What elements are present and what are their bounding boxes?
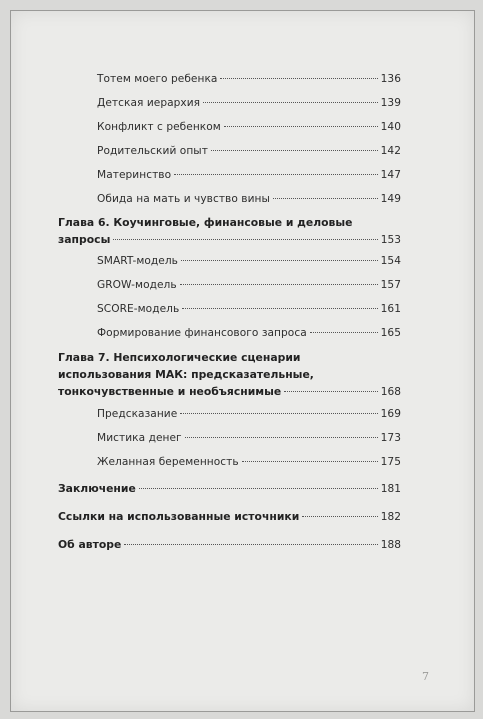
leader-dots bbox=[174, 174, 377, 175]
book-page bbox=[10, 10, 475, 712]
toc-entry-title: Желанная беременность bbox=[97, 456, 239, 468]
toc-entry bbox=[97, 456, 401, 468]
toc-page-number: 140 bbox=[380, 121, 401, 133]
toc-entry-title: GROW-модель bbox=[97, 279, 177, 291]
leader-dots bbox=[310, 332, 378, 333]
toc-page-number: 153 bbox=[380, 234, 401, 246]
chapter-title: Глава 6. Коучинговые, финансовые и деловые bbox=[58, 216, 353, 229]
leader-dots bbox=[139, 488, 378, 489]
leader-dots bbox=[182, 308, 377, 309]
toc-entry-title: Материнство bbox=[97, 169, 172, 181]
chapter-heading bbox=[58, 349, 401, 366]
toc-entry-title: SMART-модель bbox=[97, 255, 178, 267]
toc-page-number: 142 bbox=[380, 145, 401, 157]
toc-entry bbox=[97, 121, 401, 133]
leader-dots bbox=[284, 391, 378, 392]
toc-entry bbox=[97, 303, 401, 315]
toc-page-number: 139 bbox=[380, 97, 401, 109]
chapter-heading-cont bbox=[58, 231, 401, 248]
toc-page-number: 154 bbox=[380, 255, 401, 267]
toc-entry-title: Формирование финансового запроса bbox=[97, 327, 307, 339]
toc-entry-title: Предсказание bbox=[97, 408, 178, 420]
leader-dots bbox=[113, 239, 377, 240]
toc-entry-title: Мистика денег bbox=[97, 432, 182, 444]
toc-page-number: 182 bbox=[380, 511, 401, 523]
toc-page-number: 181 bbox=[380, 483, 401, 495]
toc-page-number: 147 bbox=[380, 169, 401, 181]
toc-page-number: 173 bbox=[380, 432, 401, 444]
toc-page-number: 161 bbox=[380, 303, 401, 315]
toc-section bbox=[58, 508, 401, 525]
toc-page-number: 169 bbox=[380, 408, 401, 420]
toc-page-number: 168 bbox=[380, 386, 401, 398]
toc-entry-title: Детская иерархия bbox=[97, 97, 201, 109]
toc-entry-title: Обида на мать и чувство вины bbox=[97, 193, 270, 205]
toc-entry-title: Родительский опыт bbox=[97, 145, 208, 157]
leader-dots bbox=[302, 516, 377, 517]
leader-dots bbox=[203, 102, 378, 103]
toc-entry bbox=[97, 255, 401, 267]
leader-dots bbox=[185, 437, 378, 438]
section-title: Ссылки на использованные источники bbox=[58, 510, 300, 523]
leader-dots bbox=[220, 78, 377, 79]
leader-dots bbox=[211, 150, 378, 151]
toc-entry bbox=[97, 145, 401, 157]
toc-entry bbox=[97, 73, 401, 85]
leader-dots bbox=[273, 198, 378, 199]
toc-entry bbox=[97, 97, 401, 109]
page-folio: 7 bbox=[422, 670, 429, 683]
chapter-title-cont: тонкочувственные и необъяснимые bbox=[58, 385, 282, 398]
leader-dots bbox=[242, 461, 378, 462]
toc-entry bbox=[97, 169, 401, 181]
chapter-title-cont: использования МАК: предсказательные, bbox=[58, 368, 314, 381]
table-of-contents bbox=[11, 11, 474, 711]
toc-entry-title: SCORE-модель bbox=[97, 303, 180, 315]
leader-dots bbox=[180, 413, 377, 414]
toc-entry bbox=[97, 279, 401, 291]
toc-entry bbox=[97, 193, 401, 205]
chapter-title-cont: запросы bbox=[58, 233, 111, 246]
toc-page-number: 188 bbox=[380, 539, 401, 551]
chapter-heading-cont bbox=[58, 383, 401, 400]
chapter-title: Глава 7. Непсихологические сценарии bbox=[58, 351, 301, 364]
toc-entry bbox=[97, 327, 401, 339]
section-title: Заключение bbox=[58, 482, 136, 495]
toc-section bbox=[58, 536, 401, 553]
toc-section bbox=[58, 480, 401, 497]
toc-page-number: 149 bbox=[380, 193, 401, 205]
toc-page-number: 165 bbox=[380, 327, 401, 339]
toc-entry bbox=[97, 408, 401, 420]
toc-entry-title: Конфликт с ребенком bbox=[97, 121, 221, 133]
leader-dots bbox=[224, 126, 378, 127]
leader-dots bbox=[180, 284, 378, 285]
chapter-heading-cont bbox=[58, 366, 401, 383]
toc-entry-title: Тотем моего ребенка bbox=[97, 73, 218, 85]
section-title: Об авторе bbox=[58, 538, 122, 551]
toc-page-number: 136 bbox=[380, 73, 401, 85]
toc-page-number: 157 bbox=[380, 279, 401, 291]
leader-dots bbox=[181, 260, 378, 261]
chapter-heading bbox=[58, 214, 401, 231]
toc-page-number: 175 bbox=[380, 456, 401, 468]
leader-dots bbox=[124, 544, 377, 545]
toc-entry bbox=[97, 432, 401, 444]
